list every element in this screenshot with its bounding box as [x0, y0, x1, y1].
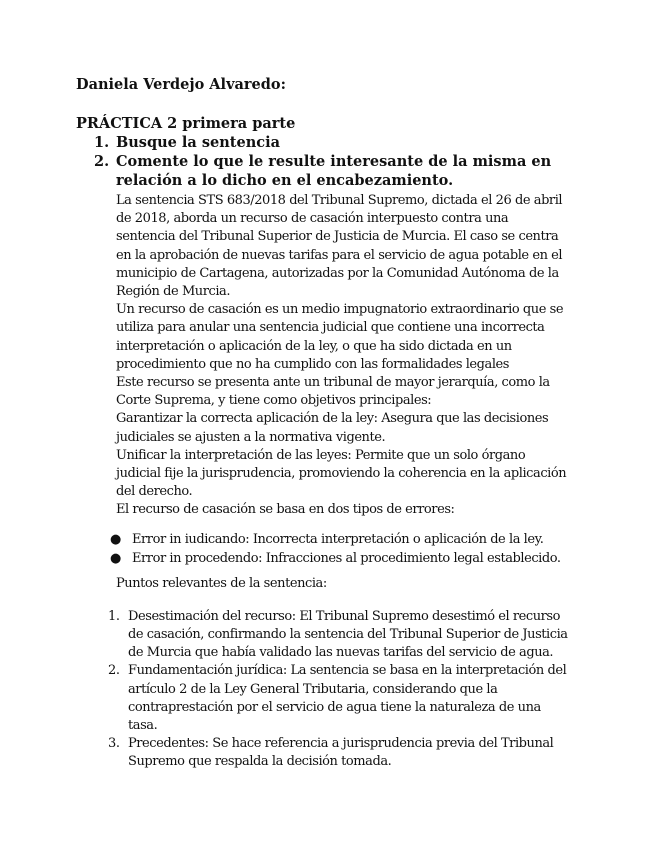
- task-number: 2.: [94, 153, 110, 170]
- paragraph-objective-1: Garantizar la correcta aplicación de la ley: Asegura que las decisiones judiciales se ajusten a la normativa vigente.: [116, 411, 549, 445]
- list-item: [108, 735, 568, 771]
- error-text: Error in iudicando: Incorrecta interpretación o aplicación de la ley.: [132, 531, 544, 547]
- point-number: 3.: [108, 736, 120, 752]
- bullet-icon: ●: [110, 550, 121, 566]
- point-text: Fundamentación jurídica: La sentencia se basa en la interpretación del artículo 2 de la Ley General Tributaria, considerando que la contraprestación por el servicio de agua tiene la naturaleza de una tasa.: [128, 663, 567, 734]
- practice-title: PRÁCTICA 2 primera parte: [76, 115, 296, 132]
- commentary-body: [108, 192, 568, 772]
- paragraph-error-types: El recurso de casación se basa en dos tipos de errores:: [116, 502, 455, 518]
- paragraph-objective-2: Unificar la interpretación de las leyes: Permite que un solo órgano judicial fije la jurisprudencia, promoviendo la coherencia en la aplicación del derecho.: [116, 447, 567, 500]
- task-number: 1.: [94, 134, 110, 151]
- task-text: Comente lo que le resulte interesante de la misma en relación a lo dicho en el encabezamiento.: [116, 153, 552, 189]
- task-item: [76, 133, 556, 152]
- task-text: Busque la sentencia: [116, 134, 280, 151]
- paragraph-objectives: Este recurso se presenta ante un tribunal de mayor jerarquía, como la Corte Suprema, y tiene como objetivos principales:: [116, 375, 550, 409]
- list-item: [110, 530, 568, 549]
- list-item: [108, 662, 568, 735]
- paragraph-summary: La sentencia STS 683/2018 del Tribunal Supremo, dictada el 26 de abril de 2018, aborda un recurso de casación interpuesto contra una sentencia del Tribunal Superior de Justicia de Murcia. El caso se centra en la aprobación de nuevas tarifas para el servicio de agua potable en el municipio de Cartagena, autorizadas por la Comunidad Autónoma de la Región de Murcia.: [116, 193, 563, 300]
- error-text: Error in procedendo: Infracciones al procedimiento legal establecido.: [132, 550, 561, 566]
- task-item: [76, 152, 556, 190]
- point-number: 2.: [108, 663, 120, 679]
- points-intro: Puntos relevantes de la sentencia:: [116, 575, 327, 591]
- list-item: [110, 549, 568, 568]
- task-list: [76, 133, 556, 190]
- point-number: 1.: [108, 608, 120, 624]
- list-item: [108, 608, 568, 663]
- bullet-icon: ●: [110, 531, 121, 547]
- paragraph-definition: Un recurso de casación es un medio impugnatorio extraordinario que se utiliza para anular una sentencia judicial que contiene una incorrecta interpretación o aplicación de la ley, o que ha sido dictada en un procedimiento que no ha cumplido con las formalidades legales: [116, 302, 564, 372]
- author-name: Daniela Verdejo Alvaredo:: [76, 76, 286, 93]
- error-list: [110, 530, 568, 568]
- point-text: Desestimación del recurso: El Tribunal Supremo desestimó el recurso de casación, confirmando la sentencia del Tribunal Superior de Justicia de Murcia que había validado las nuevas tarifas del servicio de agua.: [128, 608, 568, 661]
- points-list: [108, 608, 568, 772]
- point-text: Precedentes: Se hace referencia a jurisprudencia previa del Tribunal Supremo que respalda la decisión tomada.: [128, 736, 554, 770]
